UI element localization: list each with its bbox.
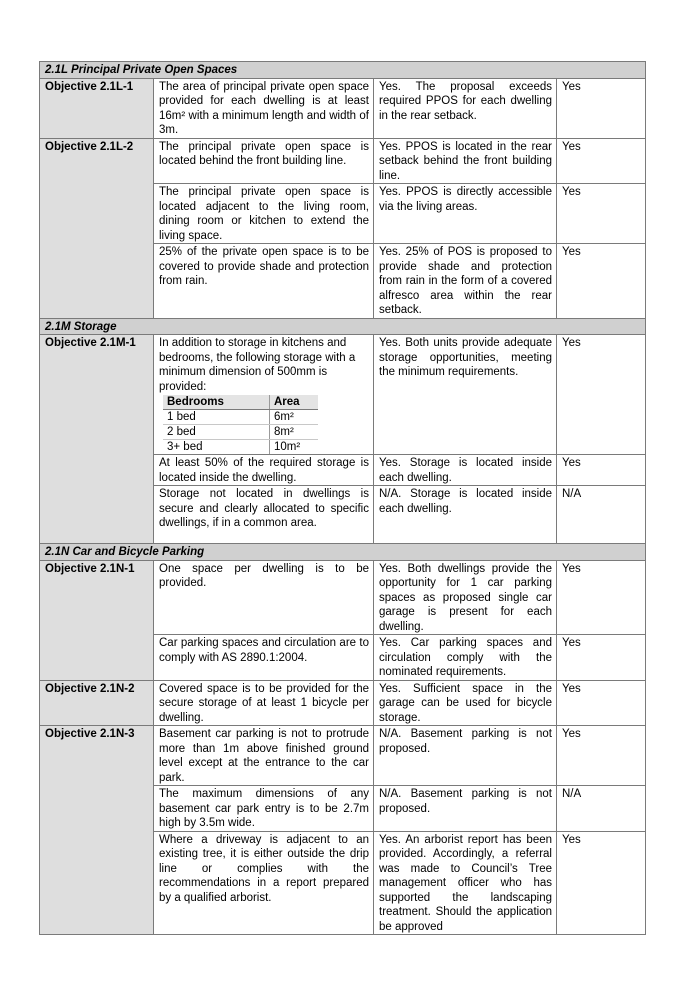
response-cell: Yes. Both dwellings provide the opportunity for 1 car parking spaces as proposed single car garage is present for each dwelling.: [374, 560, 557, 635]
objective-cell: Objective 2.1N-3: [40, 726, 154, 935]
table-row: [40, 726, 646, 786]
compliance-table: [39, 61, 646, 935]
objective-cell: Objective 2.1N-1: [40, 560, 154, 680]
control-cell: Covered space is to be provided for the secure storage of at least 1 bicycle per dwelling.: [154, 680, 374, 726]
storage-table-row: [163, 440, 318, 455]
response-cell: Yes. PPOS is directly accessible via the living areas.: [374, 184, 557, 244]
compliance-cell: N/A: [557, 486, 646, 544]
control-text: In addition to storage in kitchens and bedrooms, the following storage with a minimum dimension of 500mm is provided:: [159, 337, 356, 393]
section-header-row: [40, 544, 646, 561]
area-value: 10m²: [270, 440, 319, 455]
compliance-cell: Yes: [557, 244, 646, 319]
compliance-cell: Yes: [557, 78, 646, 138]
compliance-cell: Yes: [557, 635, 646, 681]
objective-cell: Objective 2.1L-1: [40, 78, 154, 138]
compliance-cell: Yes: [557, 138, 646, 184]
compliance-cell: Yes: [557, 335, 646, 455]
control-cell: At least 50% of the required storage is located inside the dwelling.: [154, 455, 374, 486]
response-cell: Yes. PPOS is located in the rear setback behind the front building line.: [374, 138, 557, 184]
storage-table-row: [163, 425, 318, 440]
response-cell: Yes. Storage is located inside each dwelling.: [374, 455, 557, 486]
control-cell: [154, 335, 374, 455]
section-title: 2.1L Principal Private Open Spaces: [40, 62, 646, 79]
compliance-cell: Yes: [557, 455, 646, 486]
compliance-cell: Yes: [557, 831, 646, 935]
response-cell: Yes. The proposal exceeds required PPOS for each dwelling in the rear setback.: [374, 78, 557, 138]
control-cell: Basement car parking is not to protrude more than 1m above finished ground level except at the entrance to the car park.: [154, 726, 374, 786]
compliance-cell: Yes: [557, 726, 646, 786]
compliance-cell: Yes: [557, 680, 646, 726]
response-cell: N/A. Basement parking is not proposed.: [374, 786, 557, 832]
control-cell: The principal private open space is located behind the front building line.: [154, 138, 374, 184]
control-cell: 25% of the private open space is to be covered to provide shade and protection from rain.: [154, 244, 374, 319]
storage-requirements-table: [163, 395, 318, 454]
control-cell: Where a driveway is adjacent to an existing tree, it is either outside the drip line or complies with the recommendations in a report prepared by a qualified arborist.: [154, 831, 374, 935]
response-cell: Yes. 25% of POS is proposed to provide shade and protection from rain in the form of a covered alfresco area within the rear setback.: [374, 244, 557, 319]
storage-table-header: [163, 395, 318, 410]
table-row: [40, 560, 646, 635]
section-title: 2.1N Car and Bicycle Parking: [40, 544, 646, 561]
control-cell: The area of principal private open space provided for each dwelling is at least 16m² with a minimum length and width of 3m.: [154, 78, 374, 138]
section-title: 2.1M Storage: [40, 318, 646, 335]
area-value: 8m²: [270, 425, 319, 440]
control-cell: One space per dwelling is to be provided.: [154, 560, 374, 635]
compliance-cell: Yes: [557, 184, 646, 244]
control-cell: The maximum dimensions of any basement car park entry is to be 2.7m high by 3.5m wide.: [154, 786, 374, 832]
response-cell: Yes. An arborist report has been provided. Accordingly, a referral was made to Council’s Tree management officer who has supported the landscaping treatment. Should the application be approved: [374, 831, 557, 935]
objective-cell: Objective 2.1L-2: [40, 138, 154, 318]
table-row: [40, 680, 646, 726]
response-cell: N/A. Basement parking is not proposed.: [374, 726, 557, 786]
compliance-cell: Yes: [557, 560, 646, 635]
objective-cell: Objective 2.1N-2: [40, 680, 154, 726]
objective-cell: Objective 2.1M-1: [40, 335, 154, 544]
control-cell: Car parking spaces and circulation are to comply with AS 2890.1:2004.: [154, 635, 374, 681]
response-cell: N/A. Storage is located inside each dwelling.: [374, 486, 557, 544]
response-cell: Yes. Car parking spaces and circulation comply with the nominated requirements.: [374, 635, 557, 681]
table-row: [40, 138, 646, 184]
bedrooms-header: Bedrooms: [163, 395, 270, 410]
section-header-row: [40, 318, 646, 335]
area-value: 6m²: [270, 410, 319, 425]
control-cell: The principal private open space is located adjacent to the living room, dining room or kitchen to extend the living space.: [154, 184, 374, 244]
storage-table-row: [163, 410, 318, 425]
section-header-row: [40, 62, 646, 79]
response-cell: Yes. Both units provide adequate storage opportunities, meeting the minimum requirements.: [374, 335, 557, 455]
compliance-cell: N/A: [557, 786, 646, 832]
table-row: [40, 335, 646, 455]
table-row: [40, 78, 646, 138]
bedrooms-value: 3+ bed: [167, 441, 203, 453]
response-cell: Yes. Sufficient space in the garage can be used for bicycle storage.: [374, 680, 557, 726]
bedrooms-value: 2 bed: [163, 425, 270, 440]
bedrooms-value: 1 bed: [163, 410, 270, 425]
area-header: Area: [270, 395, 319, 410]
control-cell: Storage not located in dwellings is secure and clearly allocated to specific dwellings, if in a common area.: [154, 486, 374, 544]
